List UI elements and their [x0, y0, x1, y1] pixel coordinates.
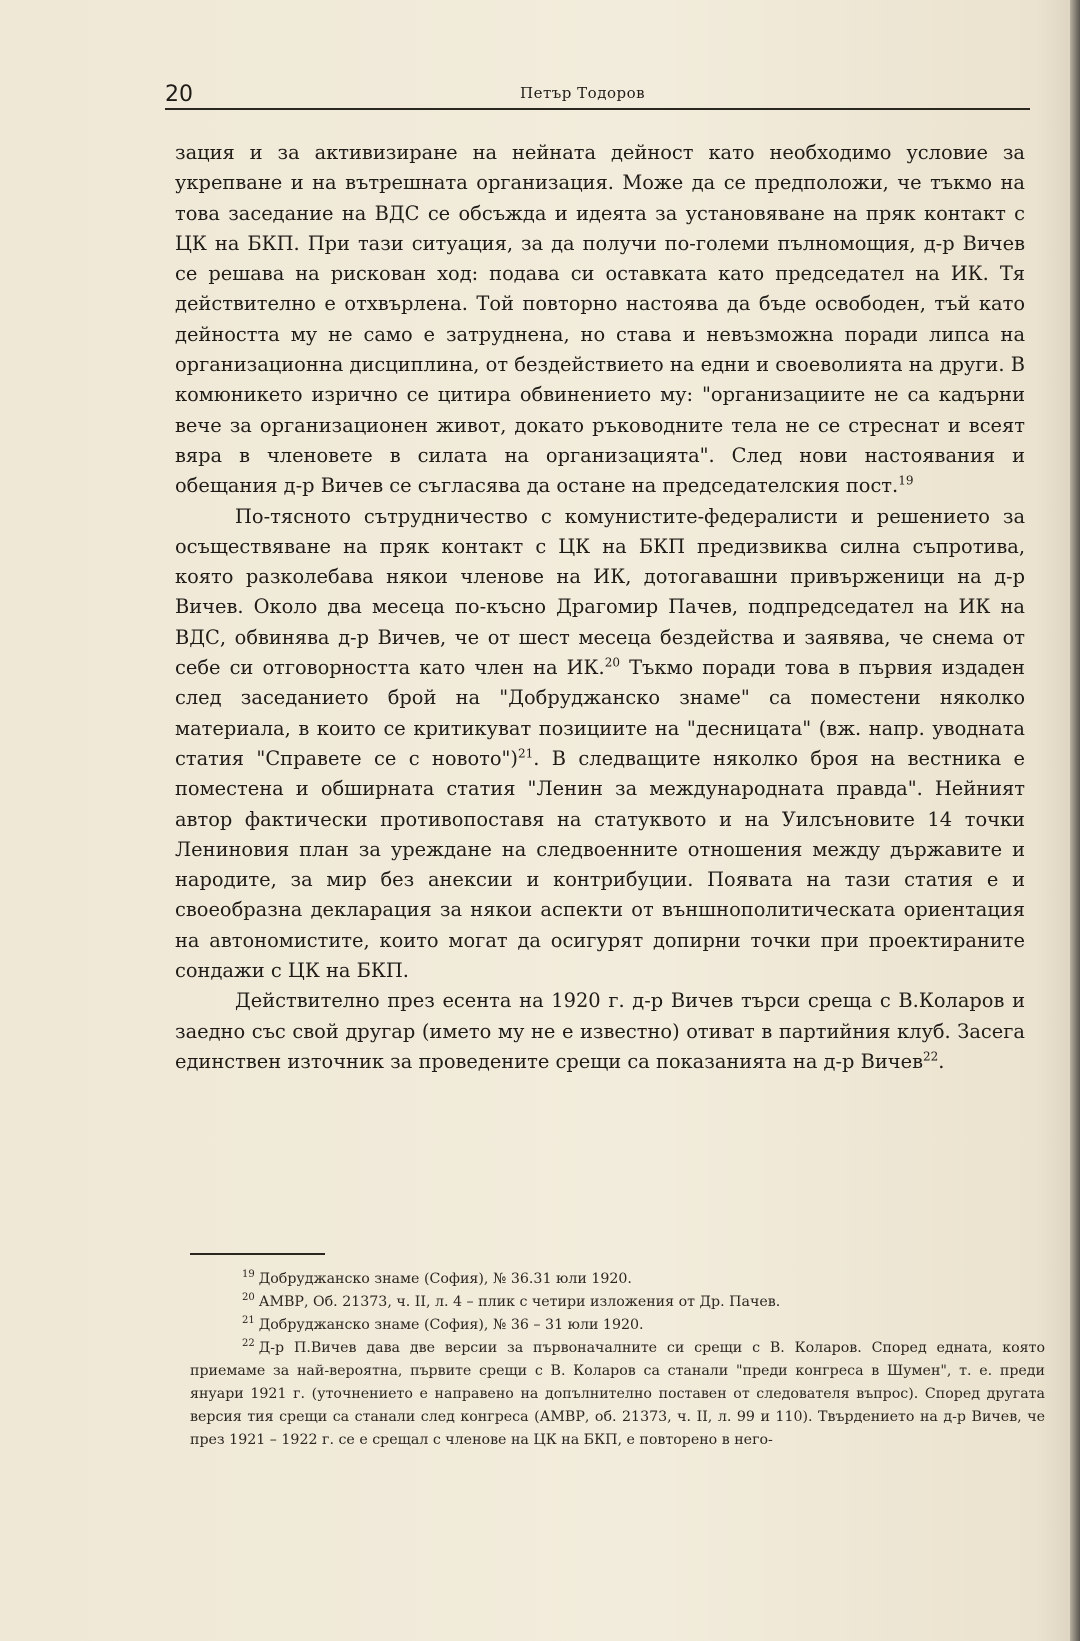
page-header: [165, 80, 1030, 116]
footnote-separator: [190, 1253, 325, 1255]
footnote-ref-22: 22: [923, 1049, 939, 1064]
footnote-ref-20: 20: [604, 655, 620, 670]
footnote-text: Добруджанско знаме (София), № 36.31 юли 1920.: [258, 1271, 632, 1287]
paragraph-3-text-b: .: [938, 1049, 945, 1073]
paragraph-3: [175, 986, 1025, 1077]
paragraph-3-text-a: Действително през есента на 1920 г. д-р Вичев търси среща с В.Коларов и заедно със свой другар (името му не е известно) отиват в партийния клуб. Засега единствен източник за проведените срещи са показанията на д-р Вичев: [175, 989, 1025, 1073]
footnote: [190, 1291, 1045, 1314]
paragraph-1-text: зация и за активизиране на нейната дейност като необходимо условие за укрепване и на вътрешната организация. Може да се предположи, че тъкмо на това заседание на ВДС се обсъжда и идеята за установяване на пряк контакт с ЦК на БКП. При тази ситуация, за да получи по-големи пълномощия, д-р Вичев се решава на рискован ход: подава си оставката като председател на ИК. Тя действително е отхвърлена. Той повторно настоява да бъде освободен, тъй като дейността му не само е затруднена, но става и невъзможна поради липса на организационна дисциплина, от бездействието на едни и своеволията на други. В комюникето изрично се цитира обвинението му: "организациите не са кадърни вече за организационен живот, докато ръководните тела не се стреснат и всеят вяра в членовете в силата на организацията". След нови настоявания и обещания д-р Вичев се съгласява да остане на председателския пост.: [175, 141, 1025, 498]
paragraph-2-text-b: Тъкмо поради това в първия издаден след заседанието брой на "Добруджанско знаме" са поместени няколко материала, в които се критикуват позициите на "десницата" (вж. напр. уводната статия "Справете се с новото"): [175, 656, 1025, 770]
footnote: [190, 1337, 1045, 1452]
book-spine-shadow: [1070, 0, 1080, 1641]
running-head: Петър Тодоров: [520, 84, 646, 102]
page-number: 20: [165, 82, 193, 107]
body-text: [175, 138, 1025, 1077]
footnote: [190, 1314, 1045, 1337]
footnote-text: Д-р П.Вичев дава две версии за първоначалните си срещи с В. Коларов. Според едната, която приемаме за най-вероятна, първите срещи с В. Коларов са станали "преди конгреса в Шумен", т. е. преди януари 1921 г. (уточнението е направено на допълнително поставен от следователя въпрос). Според другата версия тия срещи са станали след конгреса (АМВР, об. 21373, ч. II, л. 99 и 110). Твърдението на д-р Вичев, че през 1921 – 1922 г. се е срещал с членове на ЦК на БКП, е повторено в него-: [190, 1340, 1045, 1448]
footnote-text: АМВР, Об. 21373, ч. II, л. 4 – плик с четири изложения от Др. Пачев.: [258, 1294, 781, 1310]
footnotes: [190, 1268, 1045, 1452]
header-rule: [165, 108, 1030, 110]
footnote-mark: 21: [242, 1315, 255, 1327]
paragraph-1: [175, 138, 1025, 502]
footnote: [190, 1268, 1045, 1291]
footnote-mark: 19: [242, 1269, 255, 1281]
footnote-mark: 22: [242, 1338, 255, 1350]
paragraph-2-text-c: . В следващите няколко броя на вестника е поместена и обширната статия "Ленин за международната правда". Нейният автор фактически противопоставя на статуквото и на Уилсъновите 14 точки Лениновия план за уреждане на следвоенните отношения между държавите и народите, за мир без анексии и контрибуции. Появата на тази статия е и своеобразна декларация за някои аспекти от външнополитическата ориентация на автономистите, които могат да осигурят допирни точки при проектираните сондажи с ЦК на БКП.: [175, 746, 1025, 983]
footnote-ref-19: 19: [898, 473, 914, 488]
paragraph-2-text-a: По-тясното сътрудничество с комунистите-федералисти и решението за осъществяване на пряк контакт с ЦК на БКП предизвиква силна съпротива, която разколебава някои членове на ИК, дотогавашни привърженици на д-р Вичев. Около два месеца по-късно Драгомир Пачев, подпредседател на ИК на ВДС, обвинява д-р Вичев, че от шест месеца бездейства и заявява, че снема от себе си отговорността като член на ИК.: [175, 504, 1025, 680]
footnote-text: Добруджанско знаме (София), № 36 – 31 юли 1920.: [258, 1317, 644, 1333]
footnote-ref-21: 21: [518, 746, 534, 761]
footnote-mark: 20: [242, 1292, 255, 1304]
paragraph-2: [175, 502, 1025, 987]
